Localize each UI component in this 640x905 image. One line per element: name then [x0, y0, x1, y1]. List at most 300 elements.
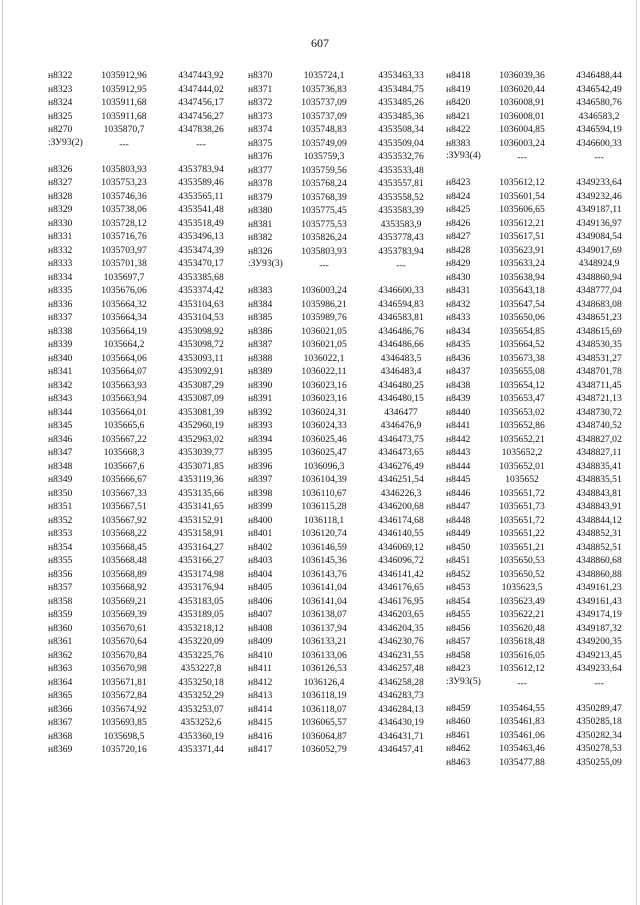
coord-x: 1035720,16	[101, 744, 147, 755]
coord-x: 1035623,5	[501, 582, 543, 593]
table-row	[446, 756, 638, 770]
table-row	[48, 635, 240, 649]
table-row	[248, 245, 440, 259]
point-id: н8334	[48, 271, 73, 283]
coord-x: 1035671,81	[101, 676, 147, 688]
table-row	[48, 352, 240, 366]
coord-x: 1035703,97	[101, 244, 147, 256]
table-row	[446, 352, 638, 366]
point-id: н8354	[48, 541, 73, 553]
coord-x: 1035826,24	[301, 232, 347, 243]
coord-x: 1035612,12	[499, 177, 545, 188]
coord-x: 1035612,12	[499, 663, 545, 674]
table-row	[446, 649, 638, 663]
point-id: н8398	[248, 487, 273, 499]
point-id: н8409	[248, 636, 273, 647]
coord-x: 1036008,91	[499, 97, 545, 108]
point-id: н8431	[446, 285, 471, 296]
table-row	[248, 554, 440, 568]
point-id: н8400	[248, 514, 273, 526]
coord-x: 1035668,89	[101, 568, 147, 580]
coord-y: 4346140,55	[378, 528, 424, 539]
point-id: н8385	[248, 312, 273, 323]
coord-x: 1036024,33	[301, 420, 347, 431]
coord-y: 4353119,36	[178, 474, 224, 485]
table-row	[48, 69, 240, 83]
coord-x: 1035461,83	[499, 716, 545, 727]
point-id: н8402	[248, 541, 273, 553]
point-id: н8360	[48, 622, 73, 634]
point-id: н8389	[248, 366, 273, 377]
coord-y: 4349017,69	[576, 244, 622, 256]
table-row	[446, 608, 638, 622]
coord-y: 4353463,33	[378, 70, 424, 81]
coord-x: 1035650,52	[499, 568, 545, 580]
coord-x: 1035652,2	[501, 447, 543, 458]
coord-x: 1036052,79	[301, 744, 347, 755]
coord-x: 1035716,76	[101, 231, 147, 242]
point-id: н8424	[446, 190, 471, 202]
point-id: н8355	[48, 555, 73, 566]
coord-x: 1035643,18	[499, 285, 545, 296]
coord-x: 1035477,88	[499, 756, 545, 768]
coord-y: 4353374,42	[178, 285, 224, 296]
table-row	[446, 662, 638, 676]
point-id: н8326	[48, 163, 73, 175]
coord-x: 1035651,21	[499, 541, 545, 553]
table-row	[48, 527, 240, 541]
coord-y: 4348721,13	[576, 393, 622, 404]
coord-x: 1035663,94	[101, 393, 147, 404]
coord-x: 1035664,32	[101, 298, 147, 310]
table-row	[446, 406, 638, 420]
table-row	[446, 96, 638, 110]
coord-y: 4346276,49	[378, 460, 424, 472]
table-row	[48, 217, 240, 231]
table-row	[248, 191, 440, 205]
table-row	[48, 676, 240, 690]
point-id: н8448	[446, 514, 471, 526]
coord-y: 4348740,52	[576, 420, 622, 431]
coord-x: 1036110,67	[301, 487, 347, 499]
point-id: н8324	[48, 97, 73, 108]
point-id: н8455	[446, 609, 471, 620]
coord-y: 4346430,19	[378, 717, 424, 728]
point-id: н8373	[248, 110, 273, 122]
point-id: н8447	[446, 501, 471, 512]
coord-y: 4347443,92	[178, 70, 224, 81]
coord-x: 1035803,93	[301, 245, 347, 257]
coord-y: 4353092,91	[178, 366, 224, 377]
point-id: н8386	[248, 325, 273, 337]
table-row	[248, 379, 440, 393]
coord-y: 4346583,2	[578, 110, 620, 122]
table-row	[446, 392, 638, 406]
coord-x: 1036115,28	[301, 501, 347, 512]
coord-x: 1036118,19	[301, 690, 347, 701]
coord-x: 1035664,34	[101, 312, 147, 323]
table-row	[48, 487, 240, 501]
coord-x: 1036008,01	[499, 110, 545, 122]
point-id: н8348	[48, 460, 73, 472]
coord-y: 4348843,81	[576, 487, 622, 499]
table-row	[48, 716, 240, 730]
coord-y: 4346231,55	[378, 649, 424, 661]
point-id: н8421	[446, 110, 471, 122]
coord-y: 4353098,72	[178, 339, 224, 350]
coord-y: 4353152,91	[178, 514, 224, 526]
point-id: н8405	[248, 582, 273, 593]
page-number: 607	[311, 36, 329, 50]
table-row	[248, 595, 440, 609]
coord-x: 1036126,4	[303, 676, 345, 688]
coord-x: 1035667,33	[101, 487, 147, 499]
coord-x: ---	[319, 260, 329, 271]
coord-y: 4353220,09	[178, 636, 224, 647]
coord-y: 4346258,28	[378, 676, 424, 688]
coord-x: 1035668,92	[101, 582, 147, 593]
table-row	[446, 487, 638, 501]
table-row	[248, 352, 440, 366]
coord-x: 1035653,02	[499, 406, 545, 418]
point-id: н8369	[48, 744, 73, 755]
coord-y: 4353176,94	[178, 582, 224, 593]
coord-x: 1035669,39	[101, 609, 147, 620]
table-row	[48, 298, 240, 312]
coord-y: 4348711,45	[576, 379, 622, 391]
coord-x: ---	[119, 138, 129, 150]
coord-x: 1035647,54	[499, 298, 545, 310]
coord-y: 4348924,9	[578, 258, 620, 269]
table-row	[248, 231, 440, 245]
coord-x: 1035803,93	[101, 163, 147, 175]
coord-x: 1035912,95	[101, 83, 147, 95]
table-row	[446, 257, 638, 271]
table-row	[48, 176, 240, 190]
point-id: н8399	[248, 501, 273, 512]
point-id: н8427	[446, 231, 471, 242]
point-id: н8351	[48, 501, 73, 512]
coord-x: 1036141,04	[301, 595, 347, 607]
coord-y: 4350278,53	[576, 743, 622, 754]
point-id: н8330	[48, 217, 73, 229]
coord-y: 4346486,76	[378, 325, 424, 337]
table-row	[48, 365, 240, 379]
coord-y: 4346473,65	[378, 447, 424, 458]
coord-y: 4353141,65	[178, 501, 224, 512]
point-id: н8380	[248, 205, 273, 216]
point-id: н8432	[446, 298, 471, 310]
point-id: н8441	[446, 420, 471, 431]
table-row	[446, 676, 638, 702]
point-id: н8374	[248, 124, 273, 135]
table-row	[48, 257, 240, 271]
table-row	[48, 460, 240, 474]
point-id: н8433	[446, 312, 471, 323]
table-row	[48, 568, 240, 582]
coord-x: 1035986,21	[301, 298, 347, 310]
coord-x: 1035748,83	[301, 124, 347, 135]
point-id: н8381	[248, 218, 273, 230]
coord-x: 1035663,93	[101, 379, 147, 391]
coord-y: 4353532,76	[378, 151, 424, 162]
coord-y: 4353189,05	[178, 609, 224, 620]
table-row	[48, 554, 240, 568]
coord-y: 4353558,52	[378, 191, 424, 203]
coord-x: 1035650,06	[499, 312, 545, 323]
point-id: н8451	[446, 555, 471, 566]
coord-y: 4348777,04	[576, 285, 622, 296]
coord-x: 1035652,01	[499, 460, 545, 472]
table-row	[248, 150, 440, 164]
table-row	[48, 500, 240, 514]
coord-y: 4353783,94	[178, 163, 224, 175]
table-row	[248, 500, 440, 514]
point-id: н8445	[446, 474, 471, 485]
coord-y: 4348531,27	[576, 352, 622, 364]
coord-x: 1035724,1	[303, 70, 345, 81]
coord-x: 1035759,3	[303, 151, 345, 162]
point-id: н8342	[48, 379, 73, 391]
coord-x: 1036021,05	[301, 325, 347, 337]
table-row	[248, 433, 440, 447]
table-row	[48, 743, 240, 757]
coord-y: 4353252,6	[180, 717, 222, 728]
coord-x: 1035664,2	[103, 339, 145, 350]
coord-y: 4348827,02	[576, 433, 622, 445]
coord-x: 1036065,57	[301, 717, 347, 728]
coord-y: 4353183,05	[178, 595, 224, 607]
coord-x: 1036143,76	[301, 568, 347, 580]
table-row	[48, 96, 240, 110]
coord-y: 4353087,09	[178, 393, 224, 404]
coord-x: 1036064,87	[301, 730, 347, 742]
point-id: н8336	[48, 298, 73, 310]
table-row	[446, 217, 638, 231]
point-id: н8408	[248, 622, 273, 634]
coord-x: 1036146,59	[301, 541, 347, 553]
point-id: :ЗУ93(5)	[446, 675, 481, 687]
coordinate-column-3	[446, 69, 638, 769]
coord-x: 1035654,12	[499, 379, 545, 391]
table-row	[446, 460, 638, 474]
table-row	[248, 487, 440, 501]
coord-x: 1035749,09	[301, 137, 347, 149]
point-id: н8364	[48, 676, 73, 688]
table-row	[446, 284, 638, 298]
coord-y: 4353509,04	[378, 137, 424, 149]
coord-y: 4353484,75	[378, 83, 424, 95]
table-row	[48, 190, 240, 204]
point-id: н8346	[48, 433, 73, 445]
table-row	[48, 703, 240, 717]
table-row	[446, 190, 638, 204]
table-row	[248, 69, 440, 83]
coord-y: 4353565,11	[178, 190, 224, 202]
coord-y: 4353783,94	[378, 245, 424, 257]
point-id: н8428	[446, 244, 471, 256]
table-row	[248, 298, 440, 312]
point-id: н8397	[248, 474, 273, 485]
coord-x: 1035737,09	[301, 97, 347, 108]
coord-y: 4349174,19	[576, 609, 622, 620]
point-id: н8446	[446, 487, 471, 499]
table-row	[248, 676, 440, 690]
coord-x: 1035664,19	[101, 325, 147, 337]
point-id: н8430	[446, 271, 471, 283]
coord-x: 1035620,48	[499, 622, 545, 634]
coord-y: 4353071,85	[178, 460, 224, 472]
coord-y: 4352960,19	[178, 420, 224, 431]
coord-x: 1036023,16	[301, 379, 347, 391]
coord-y: 4346594,83	[378, 298, 424, 310]
coord-x: 1036133,21	[301, 636, 347, 647]
coord-x: 1036021,05	[301, 339, 347, 350]
coord-x: 1036004,85	[499, 124, 545, 135]
point-id: н8340	[48, 352, 73, 364]
table-row	[248, 96, 440, 110]
table-row	[248, 622, 440, 636]
coord-y: 4348852,51	[576, 541, 622, 553]
table-row	[248, 365, 440, 379]
table-row	[48, 581, 240, 595]
coord-y: 4348827,11	[576, 447, 622, 458]
coord-y: 4353087,29	[178, 379, 224, 391]
coord-x: 1035768,24	[301, 178, 347, 189]
table-row	[248, 514, 440, 528]
coord-x: 1035651,22	[499, 528, 545, 539]
point-id: н8460	[446, 716, 471, 727]
table-row	[446, 244, 638, 258]
coord-y: 4349200,35	[576, 636, 622, 647]
coord-y: 4353589,46	[178, 177, 224, 188]
point-id: н8442	[446, 433, 471, 445]
coord-x: 1035670,61	[101, 622, 147, 634]
table-row	[446, 419, 638, 433]
table-row	[248, 392, 440, 406]
point-id: н8383	[248, 285, 273, 296]
point-id: н8429	[446, 258, 471, 269]
coord-y: 4346488,44	[576, 70, 622, 81]
point-id: н8322	[48, 70, 73, 81]
table-row	[446, 69, 638, 83]
point-id: н8352	[48, 514, 73, 526]
coord-y: 4348651,23	[576, 312, 622, 323]
coord-x: 1035668,22	[101, 528, 147, 539]
coord-y: 4346457,41	[378, 744, 424, 755]
coord-x: 1035651,72	[499, 487, 545, 499]
coord-x: 1036022,11	[301, 366, 347, 377]
coord-x: 1035633,24	[499, 258, 545, 269]
coord-y: 4346174,68	[378, 514, 424, 526]
table-row	[248, 581, 440, 595]
coord-y: 4353093,11	[178, 352, 224, 364]
point-id: н8425	[446, 204, 471, 215]
point-id: н8384	[248, 298, 273, 310]
point-id: н8434	[446, 325, 471, 337]
point-id: н8456	[446, 622, 471, 634]
table-row	[248, 460, 440, 474]
table-row	[446, 338, 638, 352]
table-row	[248, 164, 440, 178]
point-id: н8420	[446, 97, 471, 108]
coord-y: 4348852,31	[576, 528, 622, 539]
point-id: н8333	[48, 258, 73, 269]
point-id: н8449	[446, 528, 471, 539]
point-id: н8379	[248, 191, 273, 203]
point-id: н8410	[248, 649, 273, 661]
point-id: н8363	[48, 663, 73, 674]
coord-y: 4353371,44	[178, 744, 224, 755]
table-row	[48, 649, 240, 663]
point-id: н8372	[248, 97, 273, 108]
coord-x: 1035655,08	[499, 366, 545, 377]
coord-x: 1035623,91	[499, 244, 545, 256]
coord-x: 1035667,6	[103, 460, 145, 472]
table-row	[446, 150, 638, 176]
point-id: н8335	[48, 285, 73, 296]
table-row	[48, 595, 240, 609]
table-row	[248, 311, 440, 325]
point-id: н8401	[248, 528, 273, 539]
coord-x: 1035652	[505, 474, 539, 485]
point-id: н8426	[446, 217, 471, 229]
coord-x: 1036137,94	[301, 622, 347, 634]
point-id: н8404	[248, 568, 273, 580]
coord-x: 1035461,06	[499, 729, 545, 741]
coord-y: 4349232,46	[576, 190, 622, 202]
coord-y: 4348730,72	[576, 406, 622, 418]
coord-x: 1035464,55	[499, 702, 545, 714]
point-id: н8417	[248, 744, 273, 755]
point-id: н8370	[248, 70, 273, 81]
coord-y: 4353778,43	[378, 232, 424, 243]
table-row	[248, 338, 440, 352]
coord-y: 4349233,64	[576, 177, 622, 188]
table-row	[446, 298, 638, 312]
coord-x: 1035622,21	[499, 609, 545, 620]
table-row	[446, 379, 638, 393]
table-row	[446, 715, 638, 729]
coord-x: 1036118,1	[303, 514, 345, 526]
coord-x: 1036126,53	[301, 663, 347, 674]
table-row	[248, 406, 440, 420]
table-row	[48, 662, 240, 676]
coord-x: 1036133,06	[301, 649, 347, 661]
point-id: н8394	[248, 433, 273, 445]
coord-x: 1036120,74	[301, 528, 347, 539]
coord-y: 4353135,66	[178, 487, 224, 499]
coord-y: 4353039,77	[178, 447, 224, 458]
coord-x: 1035737,09	[301, 110, 347, 122]
coord-y: 4353533,48	[378, 164, 424, 176]
point-id: н8349	[48, 474, 73, 485]
table-row	[48, 622, 240, 636]
point-id: н8327	[48, 177, 73, 188]
table-row	[248, 527, 440, 541]
coord-x: 1036023,16	[301, 393, 347, 404]
table-row	[446, 110, 638, 124]
point-id: н8423	[446, 177, 471, 188]
coord-y: 4348860,88	[576, 568, 622, 580]
coord-x: 1036104,39	[301, 474, 347, 485]
table-row	[446, 473, 638, 487]
table-row	[48, 514, 240, 528]
coord-x: 1035601,54	[499, 190, 545, 202]
point-id: н8407	[248, 609, 273, 620]
coord-x: 1036003,24	[301, 285, 347, 296]
table-row	[48, 325, 240, 339]
